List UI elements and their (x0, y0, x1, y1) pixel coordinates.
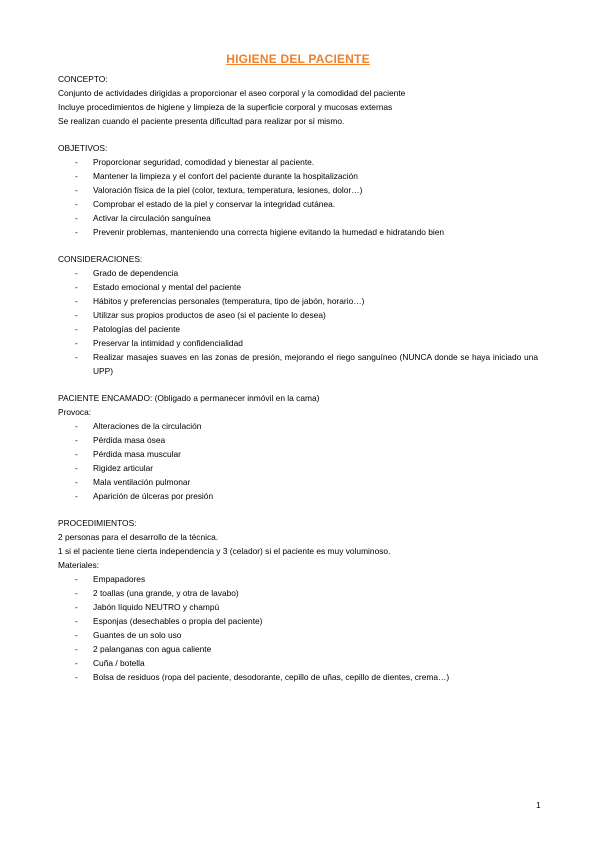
objetivos-list (58, 155, 538, 239)
list-item: - Realizar masajes suaves en las zonas de presión, mejorando el riego sanguíneo (NUNCA donde se haya iniciado una UPP) (58, 350, 538, 378)
list-item: - Grado de dependencia (58, 266, 538, 280)
list-item: - Aparición de úlceras por presión (58, 489, 538, 503)
list-item: - Activar la circulación sanguínea (58, 211, 538, 225)
list-item: - Mala ventilación pulmonar (58, 475, 538, 489)
list-item: - Prevenir problemas, manteniendo una correcta higiene evitando la humedad e hidratando bien (58, 225, 538, 239)
list-item: - Hábitos y preferencias personales (temperatura, tipo de jabón, horario…) (58, 294, 538, 308)
list-item: - Estado emocional y mental del paciente (58, 280, 538, 294)
procedimientos-line: 2 personas para el desarrollo de la técnica. (58, 532, 219, 542)
list-item: - Comprobar el estado de la piel y conservar la integridad cutánea. (58, 197, 538, 211)
list-item: - Alteraciones de la circulación (58, 419, 538, 433)
consideraciones-heading: CONSIDERACIONES: (58, 254, 143, 264)
list-item: - Utilizar sus propios productos de aseo (si el paciente lo desea) (58, 308, 538, 322)
list-item: - Patologías del paciente (58, 322, 538, 336)
list-item: - Jabón líquido NEUTRO y champú (58, 600, 538, 614)
concepto-heading: CONCEPTO: (58, 74, 108, 84)
list-item: - Esponjas (desechables o propia del paciente) (58, 614, 538, 628)
list-item: - Bolsa de residuos (ropa del paciente, desodorante, cepillo de uñas, cepillo de dientes, crema…) (58, 670, 538, 684)
consideraciones-list (58, 266, 538, 378)
list-item: - Empapadores (58, 572, 538, 586)
page-number: 1 (536, 800, 541, 810)
objetivos-section (58, 141, 538, 239)
list-item: - Preservar la intimidad y confidencialidad (58, 336, 538, 350)
list-item: - Valoración física de la piel (color, textura, temperatura, lesiones, dolor…) (58, 183, 538, 197)
provoca-label: Provoca: (58, 407, 92, 417)
list-item: - Cuña / botella (58, 656, 538, 670)
concepto-line: Conjunto de actividades dirigidas a proporcionar el aseo corporal y la comodidad del paciente (58, 88, 406, 98)
list-item: - 2 palanganas con agua caliente (58, 642, 538, 656)
objetivos-heading: OBJETIVOS: (58, 143, 108, 153)
encamado-section (58, 391, 538, 503)
list-item: - Pérdida masa ósea (58, 433, 538, 447)
list-item: - 2 toallas (una grande, y otra de lavabo) (58, 586, 538, 600)
concepto-section (58, 72, 538, 128)
list-item: - Proporcionar seguridad, comodidad y bienestar al paciente. (58, 155, 538, 169)
list-item: - Guantes de un solo uso (58, 628, 538, 642)
concepto-line: Incluye procedimientos de higiene y limpieza de la superficie corporal y mucosas externas (58, 102, 393, 112)
procedimientos-heading: PROCEDIMIENTOS: (58, 518, 137, 528)
materiales-label: Materiales: (58, 560, 99, 570)
list-item: - Mantener la limpieza y el confort del paciente durante la hospitalización (58, 169, 538, 183)
encamado-list (58, 419, 538, 503)
list-item: - Pérdida masa muscular (58, 447, 538, 461)
encamado-heading: PACIENTE ENCAMADO: (Obligado a permanecer inmóvil en la cama) (58, 393, 320, 403)
document-page (58, 52, 538, 684)
concepto-line: Se realizan cuando el paciente presenta dificultad para realizar por sí mismo. (58, 116, 345, 126)
procedimientos-section (58, 516, 538, 684)
page-title: HIGIENE DEL PACIENTE (226, 52, 370, 66)
consideraciones-section (58, 252, 538, 378)
materiales-list (58, 572, 538, 684)
list-item: - Rigidez articular (58, 461, 538, 475)
procedimientos-line: 1 si el paciente tiene cierta independencia y 3 (celador) si el paciente es muy voluminoso. (58, 546, 391, 556)
